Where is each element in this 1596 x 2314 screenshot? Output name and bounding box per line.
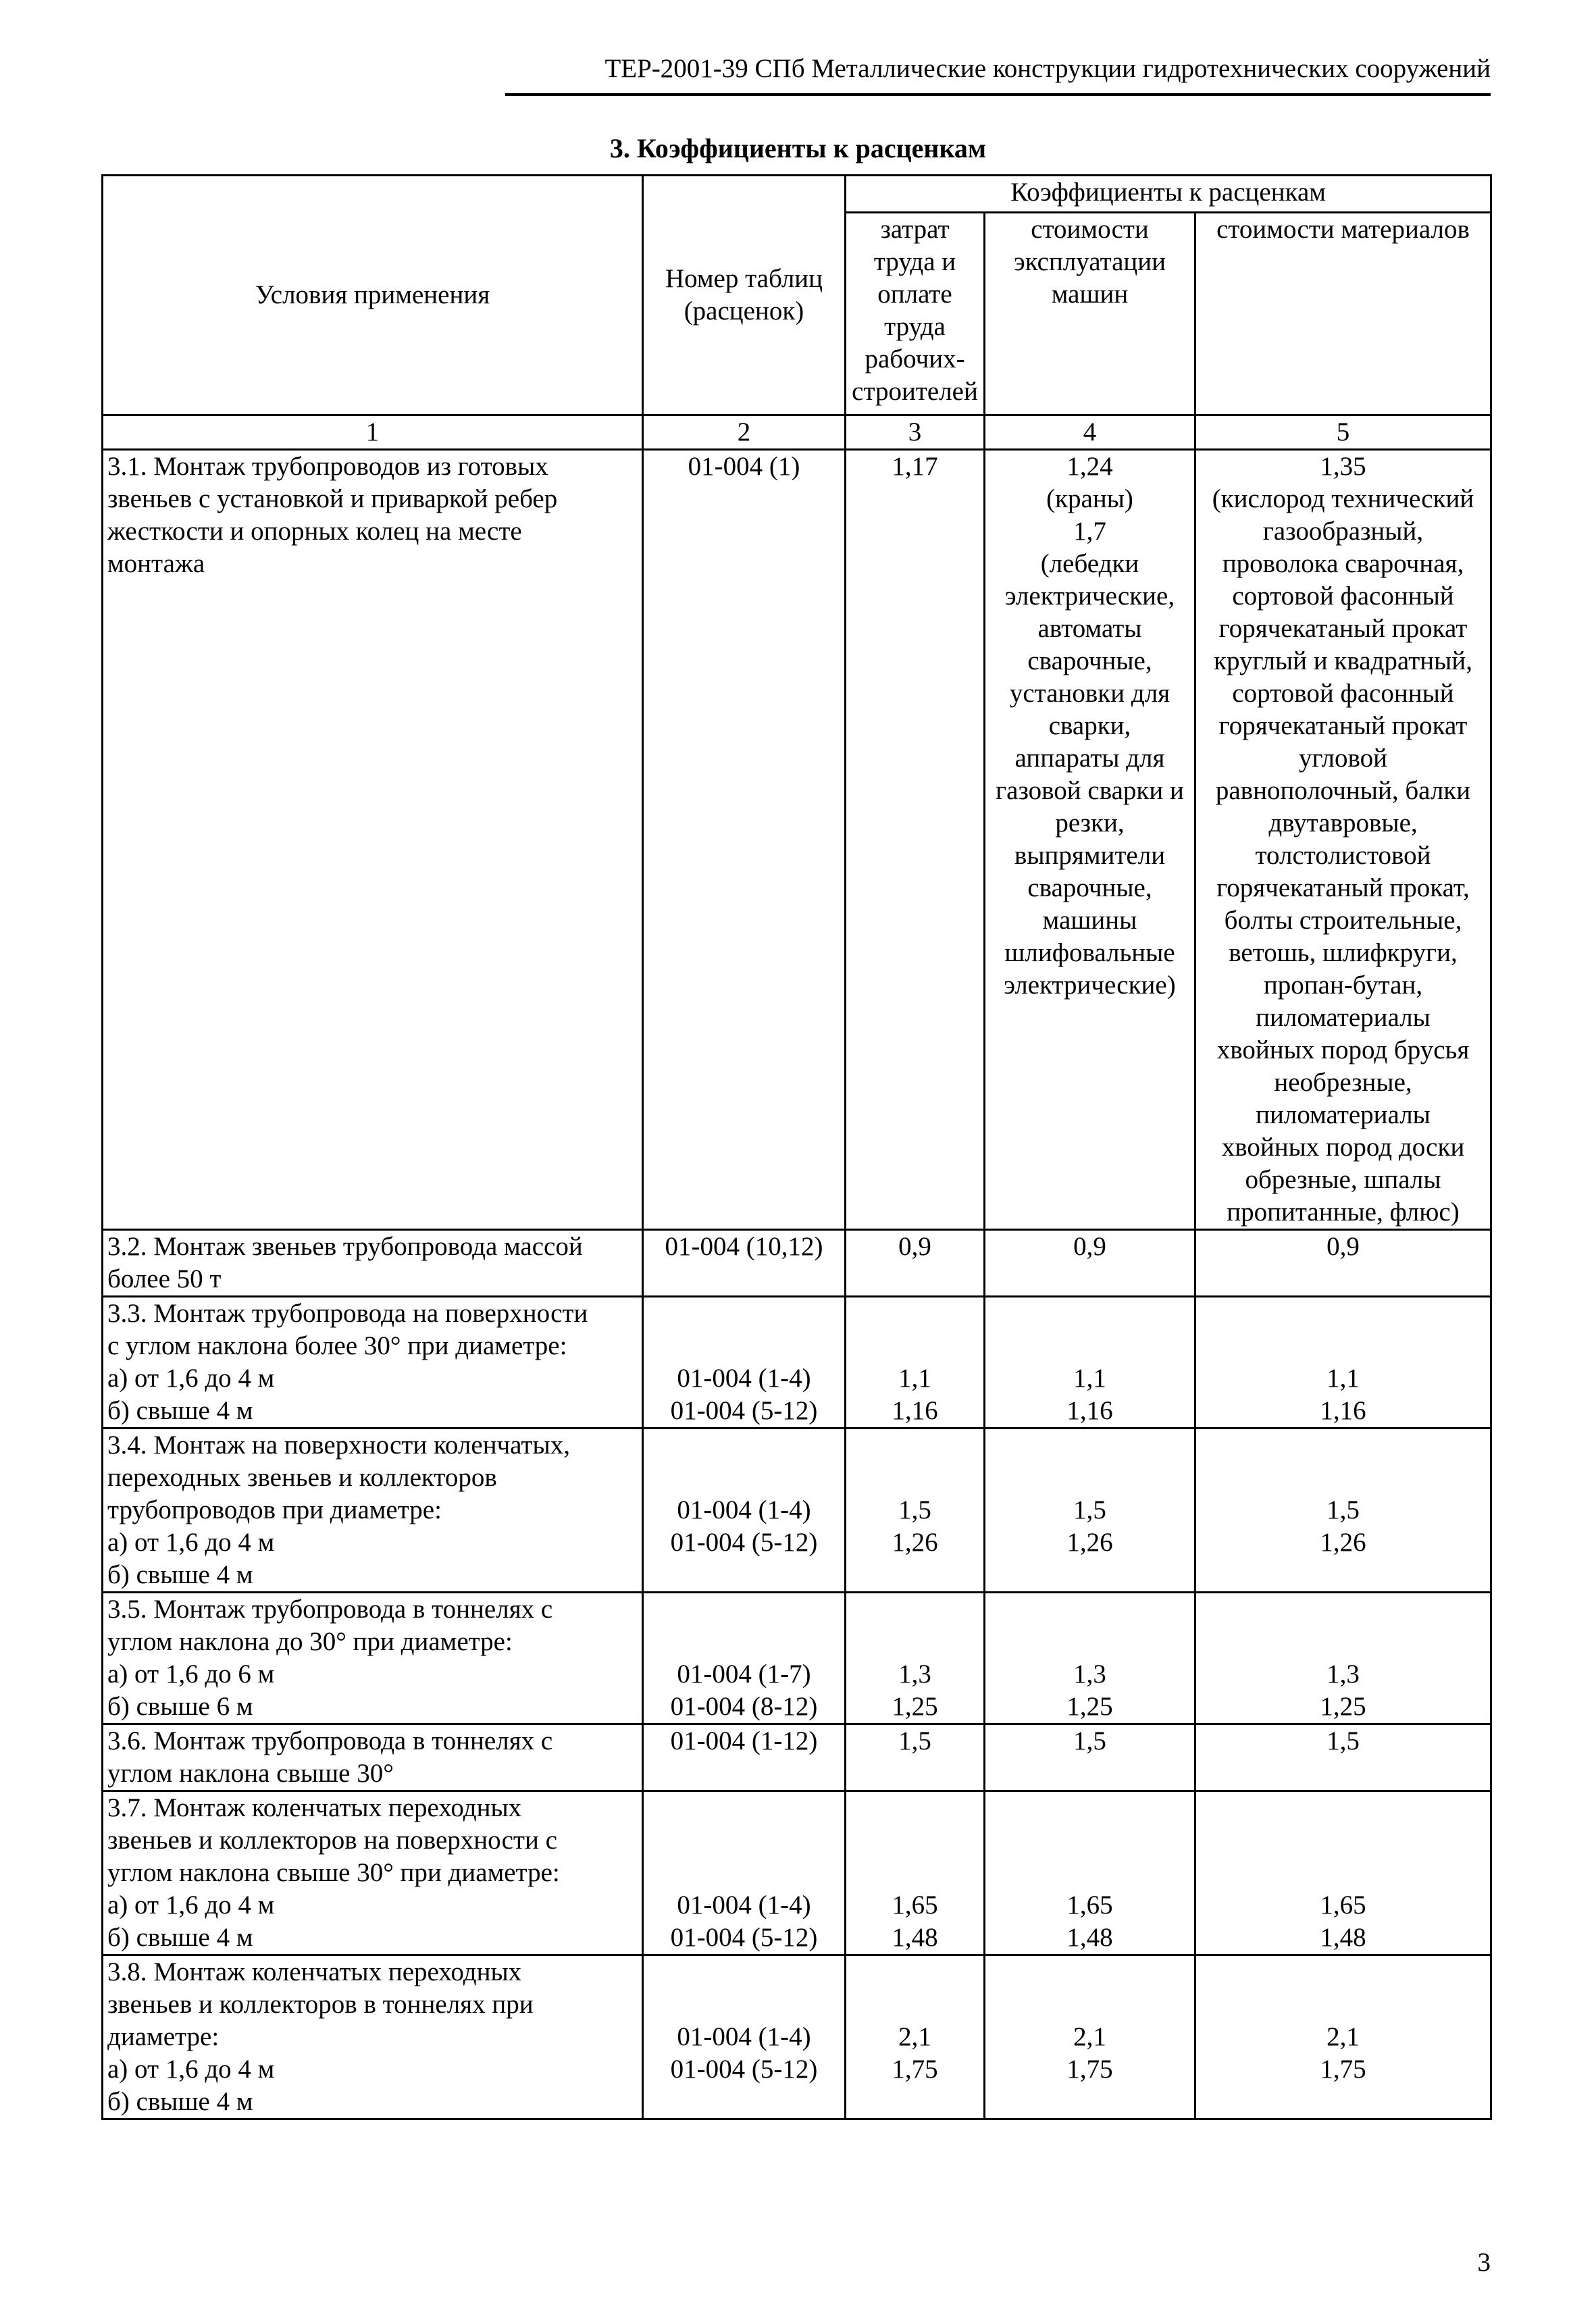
cell-text: 0,9 — [1073, 1232, 1106, 1261]
row-conditions — [103, 1297, 643, 1429]
column-number: 2 — [643, 415, 846, 450]
cell-text: 1,1 1,16 — [1320, 1364, 1366, 1425]
row-table-number — [643, 1791, 846, 1955]
cell-text: 1,65 1,48 — [892, 1891, 938, 1952]
cell-text: 1,5 — [1327, 1726, 1360, 1755]
row-table-number — [643, 450, 846, 1230]
table-row — [103, 1429, 1491, 1593]
cell-text: 1,35 (кислород технический газообразный, проволока сварочная, сортовой фасонный горячекатаный прокат круглый и квадратный, сортовой фасонный горячекатаный прокат угловой равнополочный, балки двутавровые, толстолистовой горячекатаный прокат, болты строительные, ветошь, шлифкруги, пропан-бутан, пиломатериалы хвойных пород брусья необрезные, пиломатериалы хвойных пород доски обрезные, шпалы пропитанные, флюс) — [1212, 452, 1474, 1227]
cell-text: 01-004 (1-4) 01-004 (5-12) — [670, 1891, 818, 1952]
cell-text: 01-004 (1) — [688, 452, 800, 481]
coefficients-table-body — [103, 176, 1491, 2119]
row-materials-coefficient — [1195, 450, 1491, 1230]
row-conditions — [103, 1429, 643, 1593]
cell-text: 01-004 (1-7) 01-004 (8-12) — [670, 1660, 818, 1721]
row-machines-coefficient — [985, 1297, 1195, 1429]
cell-text: 1,24 (краны) 1,7 (лебедки электрические, автоматы сварочные, установки для сварки, аппараты для газовой сварки и резки, выпрямители сварочные, машины шлифовальные электрические) — [996, 452, 1184, 1000]
header-rule — [505, 93, 1491, 96]
header-row-group — [103, 176, 1491, 213]
row-materials-coefficient — [1195, 1791, 1491, 1955]
row-labor-coefficient — [846, 1724, 985, 1791]
table-row — [103, 450, 1491, 1230]
row-machines-coefficient — [985, 1955, 1195, 2119]
row-conditions — [103, 1230, 643, 1297]
row-conditions — [103, 1955, 643, 2119]
row-materials-coefficient — [1195, 1593, 1491, 1724]
row-table-number — [643, 1429, 846, 1593]
cell-text: 01-004 (1-4) 01-004 (5-12) — [670, 2022, 818, 2084]
row-labor-coefficient — [846, 1593, 985, 1724]
column-number: 4 — [985, 415, 1195, 450]
cell-text: 2,1 1,75 — [892, 2022, 938, 2084]
header-labor: затрат труда и оплате труда рабочих- строителей — [846, 213, 985, 415]
row-machines-coefficient — [985, 1429, 1195, 1593]
cell-text: 1,3 1,25 — [1066, 1660, 1113, 1721]
row-conditions — [103, 1791, 643, 1955]
row-materials-coefficient — [1195, 1955, 1491, 2119]
row-machines-coefficient — [985, 450, 1195, 1230]
cell-text: 3.3. Монтаж трубопровода на поверхности с углом наклона более 30° при диаметре: а) от 1,6 до 4 м б) свыше 4 м — [107, 1299, 588, 1425]
row-labor-coefficient — [846, 1791, 985, 1955]
row-materials-coefficient — [1195, 1429, 1491, 1593]
section-title: 3. Коэффициенты к расценкам — [609, 133, 987, 163]
row-materials-coefficient — [1195, 1297, 1491, 1429]
row-machines-coefficient — [985, 1230, 1195, 1297]
cell-text: 3.2. Монтаж звеньев трубопровода массой более 50 т — [107, 1232, 583, 1293]
row-machines-coefficient — [985, 1791, 1195, 1955]
row-machines-coefficient — [985, 1724, 1195, 1791]
page-number: 3 — [1477, 2248, 1491, 2277]
column-number: 1 — [103, 415, 643, 450]
row-labor-coefficient — [846, 1955, 985, 2119]
row-machines-coefficient — [985, 1593, 1195, 1724]
cell-text: 01-004 (1-12) — [670, 1726, 818, 1755]
cell-text: 1,1 1,16 — [892, 1364, 938, 1425]
cell-text: 01-004 (1-4) 01-004 (5-12) — [670, 1364, 818, 1425]
cell-text: 1,5 1,26 — [1066, 1495, 1113, 1557]
column-number: 5 — [1195, 415, 1491, 450]
cell-text: 0,9 — [898, 1232, 931, 1261]
cell-text: 1,5 1,26 — [1320, 1495, 1366, 1557]
cell-text: 0,9 — [1327, 1232, 1360, 1261]
row-labor-coefficient — [846, 450, 985, 1230]
cell-text: 3.7. Монтаж коленчатых переходных звеньев и коллекторов на поверхности с углом наклона свыше 30° при диаметре: а) от 1,6 до 4 м б) свыше 4 м — [107, 1793, 560, 1952]
row-table-number — [643, 1724, 846, 1791]
cell-text: 1,3 1,25 — [1320, 1660, 1366, 1721]
cell-text: 2,1 1,75 — [1320, 2022, 1366, 2084]
row-table-number — [643, 1955, 846, 2119]
row-labor-coefficient — [846, 1429, 985, 1593]
table-row — [103, 1955, 1491, 2119]
cell-text: 1,3 1,25 — [892, 1660, 938, 1721]
cell-text: 3.1. Монтаж трубопроводов из готовых звеньев с установкой и приваркой ребер жесткости и опорных колец на месте монтажа — [107, 452, 558, 578]
row-table-number — [643, 1230, 846, 1297]
row-conditions — [103, 1593, 643, 1724]
table-row — [103, 1724, 1491, 1791]
cell-text: 1,5 1,26 — [892, 1495, 938, 1557]
row-materials-coefficient — [1195, 1724, 1491, 1791]
table-row — [103, 1791, 1491, 1955]
header-coefficients-group: Коэффициенты к расценкам — [846, 176, 1491, 213]
header-table-number: Номер таблиц (расценок) — [643, 176, 846, 415]
cell-text: 1,5 — [1073, 1726, 1106, 1755]
cell-text: 01-004 (1-4) 01-004 (5-12) — [670, 1495, 818, 1557]
cell-text: 3.4. Монтаж на поверхности коленчатых, переходных звеньев и коллекторов трубопроводов при диаметре: а) от 1,6 до 4 м б) свыше 4 м — [107, 1431, 570, 1589]
cell-text: 01-004 (10,12) — [665, 1232, 823, 1261]
column-number-row — [103, 415, 1491, 450]
row-labor-coefficient — [846, 1230, 985, 1297]
coefficients-table — [101, 174, 1492, 2120]
header-conditions: Условия применения — [103, 176, 643, 415]
cell-text: 1,17 — [892, 452, 938, 481]
cell-text: 2,1 1,75 — [1066, 2022, 1113, 2084]
cell-text: 1,65 1,48 — [1320, 1891, 1366, 1952]
header-machines: стоимости эксплуатации машин — [985, 213, 1195, 415]
cell-text: 3.5. Монтаж трубопровода в тоннелях с углом наклона до 30° при диаметре: а) от 1,6 до 6 м б) свыше 6 м — [107, 1595, 553, 1721]
cell-text: 1,1 1,16 — [1066, 1364, 1113, 1425]
row-materials-coefficient — [1195, 1230, 1491, 1297]
cell-text: 3.8. Монтаж коленчатых переходных звеньев и коллекторов в тоннелях при диаметре: а) от 1,6 до 4 м б) свыше 4 м — [107, 1957, 534, 2116]
table-row — [103, 1593, 1491, 1724]
table-row — [103, 1230, 1491, 1297]
row-conditions — [103, 1724, 643, 1791]
row-table-number — [643, 1297, 846, 1429]
running-header: ТЕР-2001-39 СПб Металлические конструкции гидротехнических сооружений — [604, 54, 1491, 83]
column-number: 3 — [846, 415, 985, 450]
cell-text: 1,5 — [898, 1726, 931, 1755]
table-row — [103, 1297, 1491, 1429]
row-labor-coefficient — [846, 1297, 985, 1429]
row-conditions — [103, 450, 643, 1230]
cell-text: 1,65 1,48 — [1066, 1891, 1113, 1952]
row-table-number — [643, 1593, 846, 1724]
header-materials: стоимости материалов — [1195, 213, 1491, 415]
cell-text: 3.6. Монтаж трубопровода в тоннелях с углом наклона свыше 30° — [107, 1726, 553, 1788]
